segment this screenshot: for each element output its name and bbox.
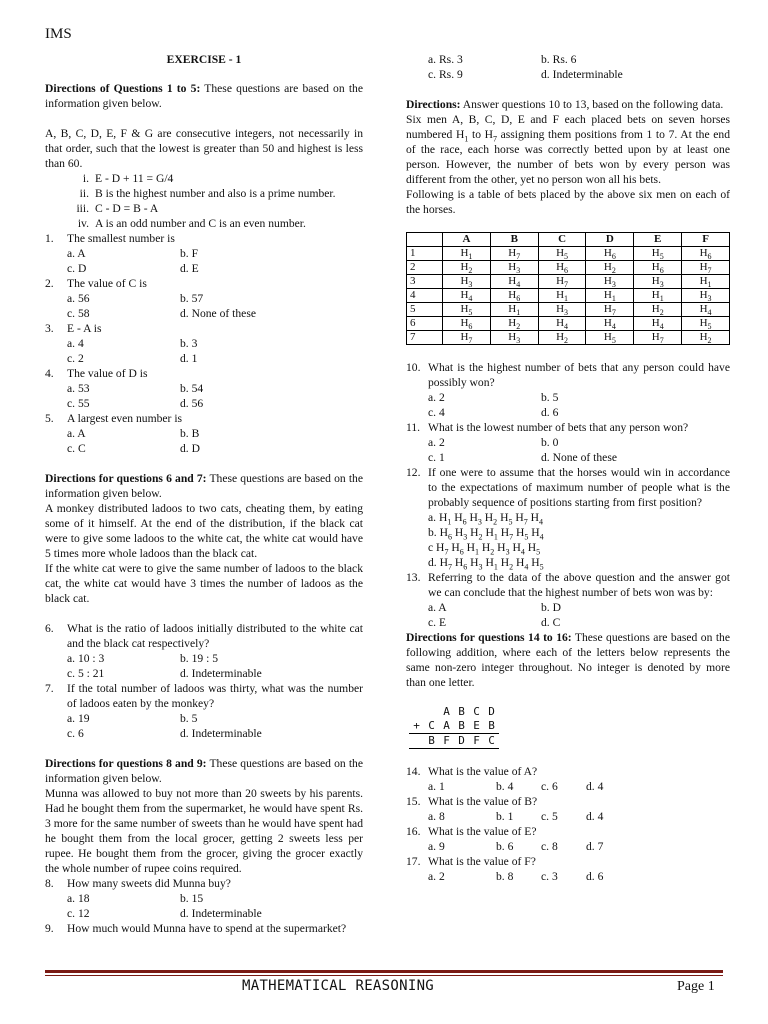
directions-6-7: Directions for questions 6 and 7: These questions are based on the information given below. [45,472,363,500]
table-cell-position: 4 [407,289,443,303]
footer-rule [45,970,723,973]
table-cell: $H_7$ [634,331,682,345]
table-row [407,331,730,345]
table-cell: $H_2$ [443,261,491,275]
table-cell: $H_2$ [490,317,538,331]
table-cell: $H_6$ [538,261,586,275]
sequence-option: c $H_7$ $H_6$ $H_1$ $H_2$ $H_3$ $H_4$ $H_5$ [428,541,541,557]
question-13: 13. Referring to the data of the above question and the answer got we can conclude that the highest number of bets won was by: a. A b. D c. E d. C [406,571,730,629]
addition-digit: D [458,734,465,747]
table-row [407,289,730,303]
left-column [45,52,363,936]
table-cell-position: 7 [407,331,443,345]
question-4: 4. The value of D is a. 53 b. 54 c. 55 d. 56 [45,367,204,410]
table-cell: $H_7$ [538,275,586,289]
table-row [407,275,730,289]
exercise-title: EXERCISE - 1 [166,53,242,66]
addition-digit: B [488,719,495,732]
question-3: 3. E - A is a. 4 b. 3 c. 2 d. 1 [45,322,198,365]
addition-digit: A [443,719,450,732]
table-cell: $H_5$ [682,317,730,331]
table-cell: $H_1$ [538,289,586,303]
addition-digit: C [488,734,495,747]
addition-digit: B [458,705,465,718]
table-cell: $H_6$ [682,247,730,261]
header-brand: IMS [45,26,72,42]
table-cell: $H_5$ [538,247,586,261]
addition-digit: F [473,734,480,747]
addition-digit [409,705,424,719]
footer-rule-thin [45,975,723,976]
table-cell: $H_2$ [538,331,586,345]
table-cell: $H_7$ [682,261,730,275]
table-cell: $H_4$ [586,317,634,331]
table-row [407,317,730,331]
addition-digit [409,734,424,748]
question-12: 12. If one were to assume that the horses would win in accordance to the expectations of maximum number of people what is the probably sequence of positions starting from first position? a. $H_1$ $H_6$ $H_3$ $H_2$ $H_5$ $H_7$ $H_4$ b. $H_6$ $H_3$ $H_2$ $H_1$ $H_7$ $H_5$ $H_4$ c $H_7$ $H_6$ $H_1$ $H_2$ $H_3$ $H_4$ $H_5$ d. $H_7$ $H_6$ $H_3$ $H_1$ $H_2$ $H_4$ $H_5$ [406,466,730,572]
question-9: 9. How much would Munna have to spend at the supermarket? [45,922,347,935]
question-10: 10. What is the highest number of bets that any person could have possibly won? a. 2 b. 5 c. 4 d. 6 [406,361,730,419]
question-8: 8. How many sweets did Munna buy? a. 18 b. 15 c. 12 d. Indeterminable [45,877,262,920]
table-cell: $H_1$ [443,247,491,261]
addition-digit: C [473,705,480,718]
directions-10-13: Directions: Answer questions 10 to 13, based on the following data. [406,98,724,111]
table-cell: $H_4$ [634,317,682,331]
right-column [406,52,730,884]
question-9-options: a. Rs. 3 b. Rs. 6 c. Rs. 9 d. Indeterminable [428,53,623,81]
paragraph: Following is a table of bets placed by the above six men on each of the horses. [406,188,730,216]
table-cell: $H_6$ [490,289,538,303]
paragraph: A, B, C, D, E, F & G are consecutive integers, not necessarily in that order, such that the lowest is greater than 50 and highest is less than 60. [45,127,363,170]
question-14: 14. What is the value of A? a. 1 b. 4 c. 6 d. 4 [406,765,604,793]
footer-title: MATHEMATICAL REASONING [242,978,435,994]
question-5: 5. A largest even number is a. A b. B c. C d. D [45,412,200,455]
question-2: 2. The value of C is a. 56 b. 57 c. 58 d. None of these [45,277,256,320]
table-cell: $H_6$ [586,247,634,261]
paragraph: If the white cat were to give the same number of ladoos to the black cat, the white cat would have 3 times the number of ladoos as the black cat. [45,562,363,605]
table-cell: $H_4$ [490,275,538,289]
table-cell-position: 2 [407,261,443,275]
directions-1-5: Directions of Questions 1 to 5: These questions are based on the information given below. [45,82,363,110]
addition-digit: C [428,719,435,732]
table-cell: $H_2$ [634,303,682,317]
table-cell: $H_3$ [490,331,538,345]
table-cell: $H_1$ [682,275,730,289]
condition: i. E - D + 11 = G/4 [82,172,174,185]
addition-digit: E [473,719,480,732]
table-cell: $H_5$ [443,303,491,317]
table-cell: $H_1$ [634,289,682,303]
addition-digit: B [458,719,465,732]
directions-8-9: Directions for questions 8 and 9: These questions are based on the information given below. [45,757,363,785]
addition-digit: A [443,705,450,718]
table-cell-position: 1 [407,247,443,261]
table-row [407,303,730,317]
condition: ii. B is the highest number and also is a prime number. [79,187,336,200]
addition-digit: + [413,719,420,732]
page-number: Page 1 [677,979,715,994]
table-cell: $H_3$ [586,275,634,289]
paragraph: A monkey distributed ladoos to two cats, cheating them, by eating some of it himself. At the end of the distribution, if the black cat were to give some ladoos to the white cat, the white cat would have 5 times more whole ladoos than the black cat. [45,502,363,560]
table-cell: $H_2$ [586,261,634,275]
table-cell: $H_5$ [634,247,682,261]
question-16: 16. What is the value of E? a. 9 b. 6 c. 8 d. 7 [406,825,604,853]
table-cell-position: 3 [407,275,443,289]
table-cell: $H_3$ [443,275,491,289]
paragraph: Six men A, B, C, D, E and F each placed bets on seven horses numbered $H_1$ to $H_7$ assigning them positions from 1 to 7. At the end of the race, each horse was correctly betted upon by at least one person. However, the number of bets won by every person was different from the other, yet no person won all his bets. [406,113,730,186]
question-1: 1. The smallest number is a. A b. F c. D d. E [45,232,199,275]
table-cell: $H_3$ [634,275,682,289]
table-cell: $H_3$ [490,261,538,275]
table-cell: $H_3$ [682,289,730,303]
table-row [407,261,730,275]
sequence-options [428,510,730,570]
condition: iii. C - D = B - A [76,202,159,215]
condition-list [67,171,363,231]
condition: iv. A is an odd number and C is an even number. [77,217,306,230]
table-cell: $H_7$ [443,331,491,345]
bets-table [406,232,730,345]
addition-puzzle [409,705,730,749]
table-cell: $H_7$ [490,247,538,261]
table-cell: $H_1$ [586,289,634,303]
table-cell: $H_4$ [682,303,730,317]
table-cell: $H_6$ [443,317,491,331]
paragraph: Munna was allowed to buy not more than 20 sweets by his parents. Had he bought them from the supermarket, he would have spent Rs. 3 more for the same number of sweets than he would have spent had he bought them from the local grocer, getting 2 sweets less per rupee. He bought them from the grocer, giving the grocer exactly the whole number of rupee coins required. [45,787,363,875]
table-cell: $H_5$ [586,331,634,345]
table-cell: $H_4$ [443,289,491,303]
question-15: 15. What is the value of B? a. 8 b. 1 c. 5 d. 4 [406,795,604,823]
question-11: 11. What is the lowest number of bets that any person won? a. 2 b. 0 c. 1 d. None of these [406,421,689,464]
addition-digit [424,705,439,719]
sequence-option: b. $H_6$ $H_3$ $H_2$ $H_1$ $H_7$ $H_5$ $H_4$ [428,526,544,542]
table-cell: $H_4$ [538,317,586,331]
table-cell-position: 5 [407,303,443,317]
table-cell: $H_7$ [586,303,634,317]
sequence-option: a. $H_1$ $H_6$ $H_3$ $H_2$ $H_5$ $H_7$ $H_4$ [428,511,544,527]
addition-digit: B [428,734,435,747]
table-cell: $H_2$ [682,331,730,345]
question-7: 7. If the total number of ladoos was thirty, what was the number of ladoos eaten by the monkey? a. 19 b. 5 c. 6 d. Indeterminable [45,682,363,740]
question-6: 6. What is the ratio of ladoos initially distributed to the white cat and the black cat respectively? a. 10 : 3 b. 19 : 5 c. 5 : 21 d. Indeterminable [45,622,363,680]
addition-digit: D [488,705,495,718]
question-17: 17. What is the value of F? a. 2 b. 8 c. 3 d. 6 [406,855,604,883]
table-row [407,247,730,261]
addition-digit: F [443,734,450,747]
table-cell: $H_1$ [490,303,538,317]
table-cell: $H_6$ [634,261,682,275]
sequence-option: d. $H_7$ $H_6$ $H_3$ $H_1$ $H_2$ $H_4$ $H_5$ [428,556,544,572]
table-header-row: A B C D E F [407,233,730,247]
table-cell-position: 6 [407,317,443,331]
directions-label: Directions of Questions 1 to 5: [45,82,201,95]
table-cell: $H_3$ [538,303,586,317]
directions-14-16: Directions for questions 14 to 16: These questions are based on the following addition, where each of the letters below represents the same non-zero integer throughout. No integer is denoted by more than one letter. [406,631,730,689]
